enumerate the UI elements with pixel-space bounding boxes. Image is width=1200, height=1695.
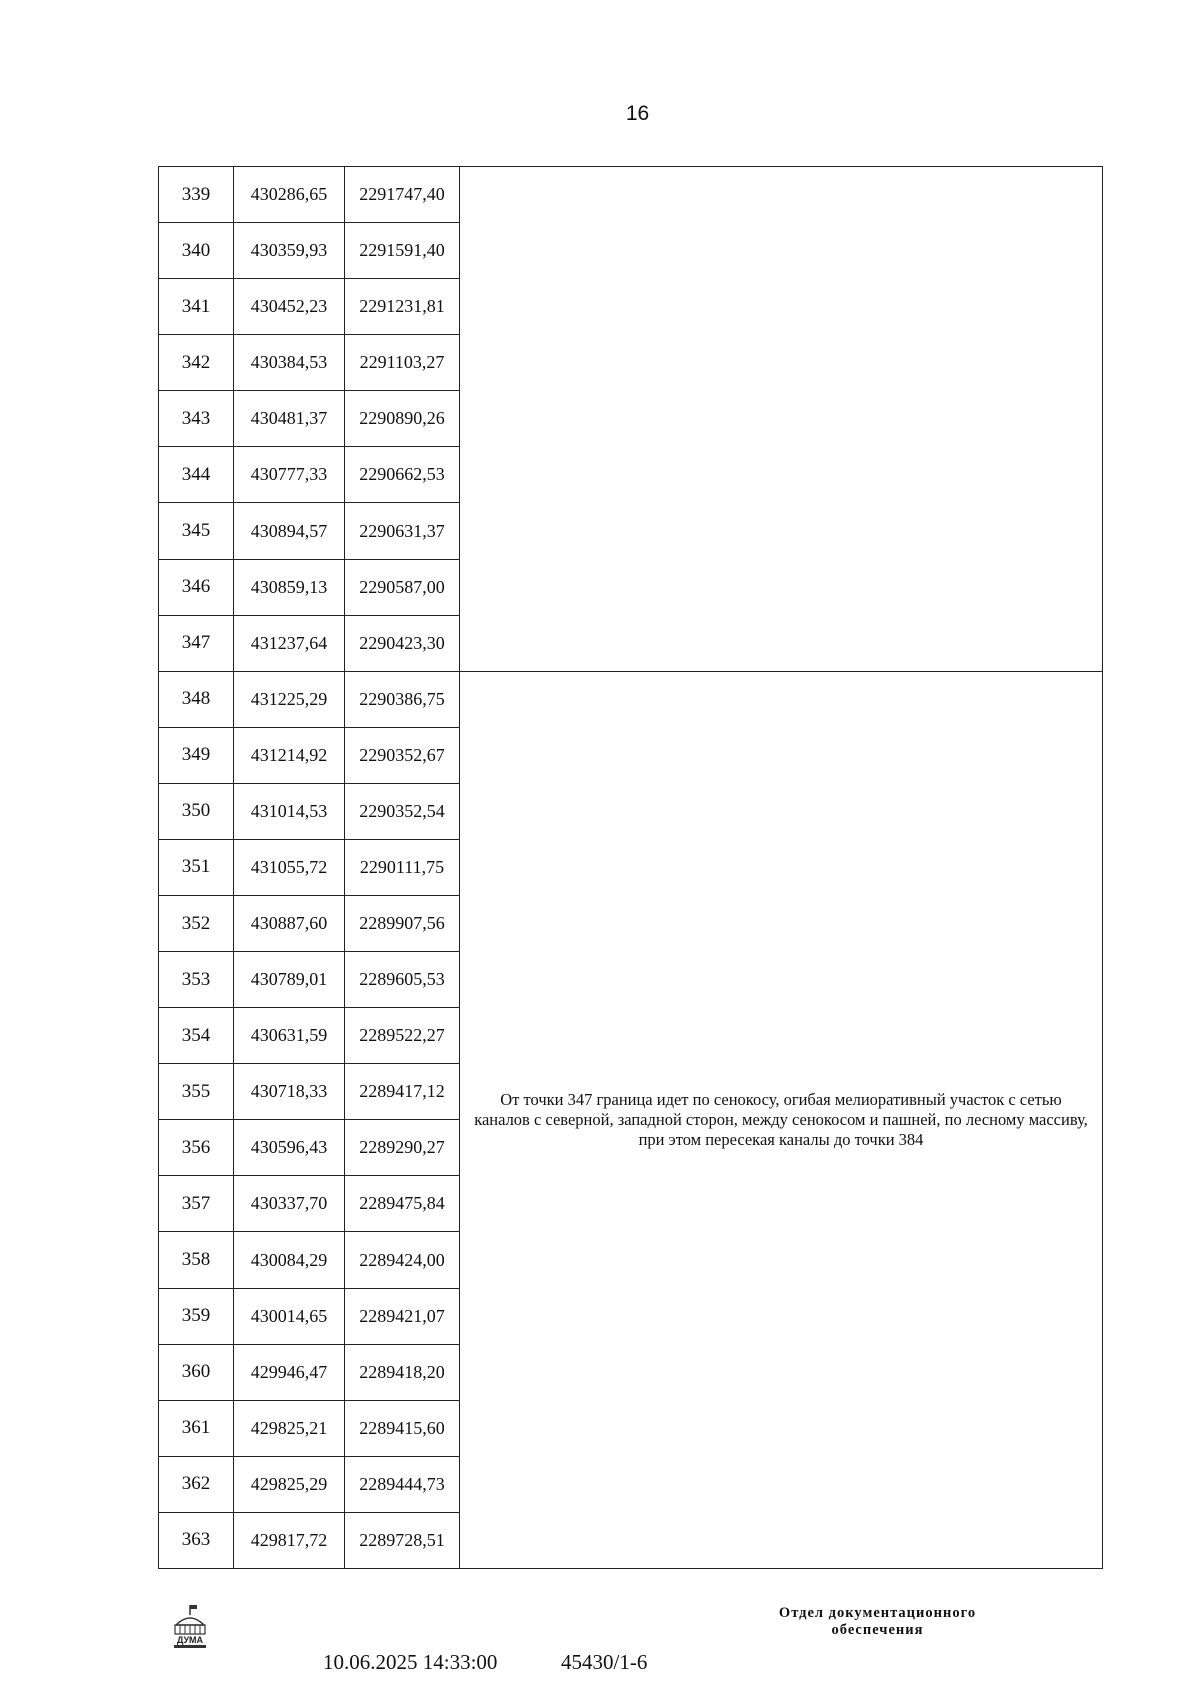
y-coordinate-cell: 2291103,27 <box>345 335 460 391</box>
x-coordinate-cell: 430631,59 <box>234 1008 345 1064</box>
x-coordinate-cell: 430384,53 <box>234 335 345 391</box>
point-number-cell: 340 <box>159 223 234 279</box>
x-coordinate-cell: 430014,65 <box>234 1288 345 1344</box>
y-coordinate-cell: 2290631,37 <box>345 503 460 559</box>
x-coordinate-cell: 429825,21 <box>234 1400 345 1456</box>
x-coordinate-cell: 430084,29 <box>234 1232 345 1288</box>
coordinates-table-body <box>159 167 1103 1569</box>
x-coordinate-cell: 431214,92 <box>234 727 345 783</box>
y-coordinate-cell: 2289522,27 <box>345 1008 460 1064</box>
footer-datetime: 10.06.2025 14:33:00 <box>323 1650 498 1674</box>
y-coordinate-cell: 2290386,75 <box>345 671 460 727</box>
y-coordinate-cell: 2290423,30 <box>345 615 460 671</box>
y-coordinate-cell: 2291231,81 <box>345 279 460 335</box>
point-number-cell: 354 <box>159 1008 234 1064</box>
point-number-cell: 351 <box>159 839 234 895</box>
boundary-description-cell: От точки 347 граница идет по сенокосу, огибая мелиоративный участок с сетью каналов с северной, западной сторон, между сенокосом и пашней, по лесному массиву, при этом пересекая каналы до точки 384 <box>460 671 1103 1568</box>
boundary-description-cell <box>460 167 1103 672</box>
point-number-cell: 352 <box>159 896 234 952</box>
x-coordinate-cell: 430777,33 <box>234 447 345 503</box>
x-coordinate-cell: 430887,60 <box>234 896 345 952</box>
x-coordinate-cell: 431225,29 <box>234 671 345 727</box>
point-number-cell: 349 <box>159 727 234 783</box>
y-coordinate-cell: 2289421,07 <box>345 1288 460 1344</box>
y-coordinate-cell: 2290352,67 <box>345 727 460 783</box>
footer-department <box>735 1605 1020 1639</box>
y-coordinate-cell: 2289444,73 <box>345 1456 460 1512</box>
y-coordinate-cell: 2291747,40 <box>345 167 460 223</box>
y-coordinate-cell: 2289418,20 <box>345 1344 460 1400</box>
y-coordinate-cell: 2290352,54 <box>345 783 460 839</box>
point-number-cell: 360 <box>159 1344 234 1400</box>
x-coordinate-cell: 429817,72 <box>234 1512 345 1568</box>
point-number-cell: 341 <box>159 279 234 335</box>
y-coordinate-cell: 2290890,26 <box>345 391 460 447</box>
point-number-cell: 346 <box>159 559 234 615</box>
point-number-cell: 350 <box>159 783 234 839</box>
y-coordinate-cell: 2289907,56 <box>345 896 460 952</box>
table-row <box>159 671 1103 727</box>
point-number-cell: 339 <box>159 167 234 223</box>
x-coordinate-cell: 429825,29 <box>234 1456 345 1512</box>
x-coordinate-cell: 430596,43 <box>234 1120 345 1176</box>
point-number-cell: 347 <box>159 615 234 671</box>
x-coordinate-cell: 431237,64 <box>234 615 345 671</box>
y-coordinate-cell: 2289475,84 <box>345 1176 460 1232</box>
point-number-cell: 362 <box>159 1456 234 1512</box>
point-number-cell: 356 <box>159 1120 234 1176</box>
table-row <box>159 167 1103 223</box>
point-number-cell: 363 <box>159 1512 234 1568</box>
footer-department-line2: обеспечения <box>831 1622 924 1638</box>
logo-text: ДУМА <box>176 1635 204 1645</box>
point-number-cell: 357 <box>159 1176 234 1232</box>
y-coordinate-cell: 2289290,27 <box>345 1120 460 1176</box>
x-coordinate-cell: 430452,23 <box>234 279 345 335</box>
point-number-cell: 353 <box>159 952 234 1008</box>
y-coordinate-cell: 2289728,51 <box>345 1512 460 1568</box>
x-coordinate-cell: 430718,33 <box>234 1064 345 1120</box>
point-number-cell: 344 <box>159 447 234 503</box>
x-coordinate-cell: 431014,53 <box>234 783 345 839</box>
point-number-cell: 359 <box>159 1288 234 1344</box>
coordinates-table <box>158 166 1103 1569</box>
point-number-cell: 343 <box>159 391 234 447</box>
page-number: 16 <box>625 102 650 125</box>
x-coordinate-cell: 430894,57 <box>234 503 345 559</box>
y-coordinate-cell: 2289605,53 <box>345 952 460 1008</box>
y-coordinate-cell: 2290111,75 <box>345 839 460 895</box>
y-coordinate-cell: 2290587,00 <box>345 559 460 615</box>
point-number-cell: 342 <box>159 335 234 391</box>
x-coordinate-cell: 430359,93 <box>234 223 345 279</box>
duma-logo-icon <box>170 1603 210 1649</box>
footer-doc-number: 45430/1-6 <box>561 1650 648 1674</box>
point-number-cell: 361 <box>159 1400 234 1456</box>
x-coordinate-cell: 430789,01 <box>234 952 345 1008</box>
point-number-cell: 358 <box>159 1232 234 1288</box>
point-number-cell: 348 <box>159 671 234 727</box>
x-coordinate-cell: 430337,70 <box>234 1176 345 1232</box>
y-coordinate-cell: 2289424,00 <box>345 1232 460 1288</box>
x-coordinate-cell: 430481,37 <box>234 391 345 447</box>
y-coordinate-cell: 2290662,53 <box>345 447 460 503</box>
x-coordinate-cell: 431055,72 <box>234 839 345 895</box>
footer-department-line1: Отдел документационного <box>778 1605 977 1621</box>
x-coordinate-cell: 430859,13 <box>234 559 345 615</box>
y-coordinate-cell: 2289415,60 <box>345 1400 460 1456</box>
point-number-cell: 345 <box>159 503 234 559</box>
y-coordinate-cell: 2291591,40 <box>345 223 460 279</box>
y-coordinate-cell: 2289417,12 <box>345 1064 460 1120</box>
point-number-cell: 355 <box>159 1064 234 1120</box>
x-coordinate-cell: 430286,65 <box>234 167 345 223</box>
x-coordinate-cell: 429946,47 <box>234 1344 345 1400</box>
